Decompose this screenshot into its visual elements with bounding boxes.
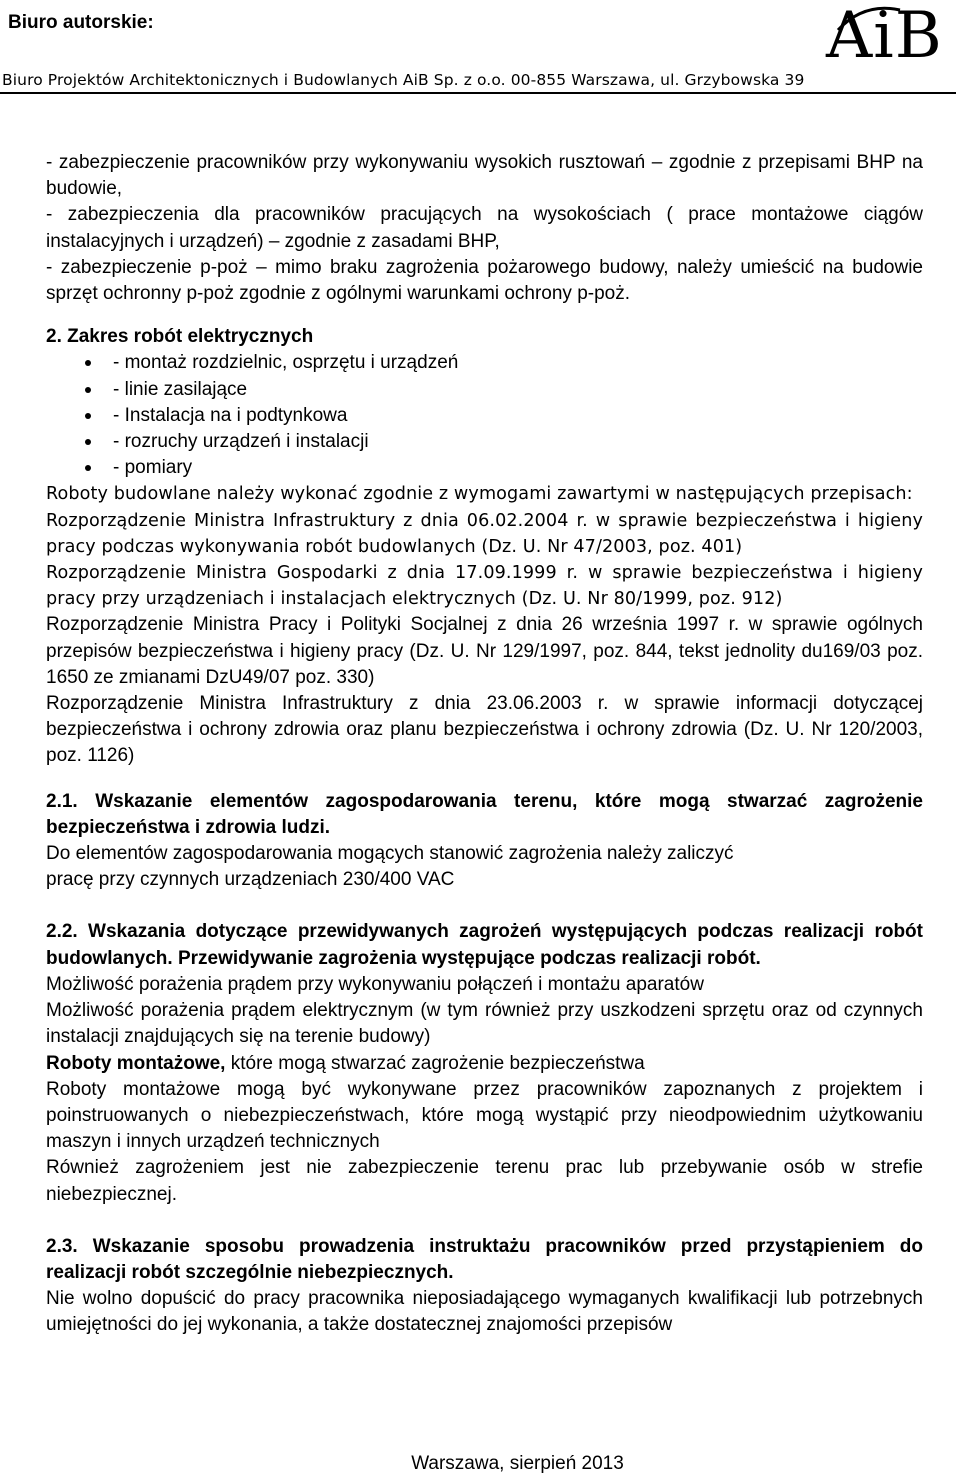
section-2-2-text-rest: które mogą stwarzać zagrożenie bezpieczeństwa [225, 1052, 645, 1074]
section-2-1-text: pracę przy czynnych urządzeniach 230/400 VAC [46, 869, 455, 891]
bullet-icon [85, 360, 91, 366]
section-2-1-heading: 2.1. Wskazanie elementów zagospodarowania terenu, które mogą stwarzać zagrożenie bezpieczeństwa i zdrowia ludzi. [46, 790, 923, 838]
section-2-heading: 2. Zakres robót elektrycznych [46, 326, 314, 348]
list-item-text: - rozruchy urządzeń i instalacji [113, 431, 369, 453]
bullet-icon [85, 413, 91, 419]
section-2-2-text [46, 1051, 923, 1077]
bullet-icon [85, 465, 91, 471]
section-2-3-heading: 2.3. Wskazanie sposobu prowadzenia instruktażu pracowników przed przystąpieniem do realizacji robót szczególnie niebezpiecznych. [46, 1235, 923, 1283]
bullet-icon [85, 387, 91, 393]
list-item [46, 403, 923, 429]
regulation-item: Rozporządzenie Ministra Gospodarki z dnia 17.09.1999 r. w sprawie bezpieczeństwa i higieny pracy przy urządzeniach i instalacjach elektrycznych (Dz. U. Nr 80/1999, poz. 912) [46, 563, 923, 610]
header-title: Biuro autorskie: [8, 12, 154, 33]
document-body [46, 150, 923, 1339]
page-footer: Warszawa, sierpień 2013 [411, 1453, 624, 1474]
list-item-text: - montaż rozdzielnic, osprzętu i urządzeń [113, 352, 459, 374]
list-item [46, 377, 923, 403]
header-divider [0, 92, 956, 94]
list-item-text: - linie zasilające [113, 378, 248, 400]
regulations-intro: Roboty budowlane należy wykonać zgodnie z wymogami zawartymi w następujących przepisach: [46, 484, 913, 505]
list-item [46, 455, 923, 481]
intro-item: - zabezpieczenie p-poż – mimo braku zagrożenia pożarowego budowy, należy umieścić na budowie sprzęt ochronny p-poż zgodnie z ogólnymi warunkami ochrony p-poż. [46, 256, 923, 305]
header-address: Biuro Projektów Architektonicznych i Budowlanych AiB Sp. z o.o. 00-855 Warszawa, ul. Grzybowska 39 [2, 71, 805, 89]
section-2-1-text: Do elementów zagospodarowania mogących stanowić zagrożenia należy zaliczyć [46, 843, 734, 865]
section-2-2-heading: 2.2. Wskazania dotyczące przewidywanych zagrożeń występujących podczas realizacji robót budowlanych. Przewidywanie zagrożenia występujące podczas realizacji robót. [46, 921, 923, 969]
regulation-item: Rozporządzenie Ministra Infrastruktury z dnia 06.02.2004 r. w sprawie bezpieczeństwa i higieny pracy podczas wykonywania robót budowlanych (Dz. U. Nr 47/2003, poz. 401) [46, 510, 923, 557]
regulation-item: Rozporządzenie Ministra Pracy i Polityki Socjalnej z dnia 26 września 1997 r. w sprawie ogólnych przepisów bezpieczeństwa i higieny pracy (Dz. U. Nr 129/1997, poz. 844, tekst jednolity du169/03 poz. 1650 ze zmianami DzU49/07 poz. 330) [46, 614, 923, 688]
regulation-item: Rozporządzenie Ministra Infrastruktury z dnia 23.06.2003 r. w sprawie informacji dotyczącej bezpieczeństwa i ochrony zdrowia oraz planu bezpieczeństwa i ochrony zdrowia (Dz. U. Nr 120/2003, poz. 1126) [46, 693, 923, 767]
scope-list [46, 350, 923, 481]
list-item-text: - pomiary [113, 457, 193, 479]
emphasis-text: Roboty montażowe, [46, 1052, 226, 1074]
section-2-2-text: Roboty montażowe mogą być wykonywane przez pracowników zapoznanych z projektem i poinstruowanych o niebezpieczeństwach, które mogą wystąpić przy nieodpowiednim użytkowaniu maszyn i innych urządzeń technicznych [46, 1078, 923, 1153]
section-2-3-text: Nie wolno dopuścić do pracy pracownika nieposiadającego wymaganych kwalifikacji lub potrzebnych umiejętności do jej wykonania, a także dostatecznej znajomości przepisów [46, 1288, 923, 1336]
company-logo [826, 0, 956, 73]
section-2-2-text: Możliwość porażenia prądem elektrycznym (w tym również przy uszkodzeni sprzętu oraz od czynnych instalacji znajdujących się na terenie budowy) [46, 1000, 923, 1048]
bullet-icon [85, 439, 91, 445]
list-item [46, 350, 923, 376]
intro-item: - zabezpieczenie pracowników przy wykonywaniu wysokich rusztowań – zgodnie z przepisami BHP na budowie, [46, 152, 923, 200]
section-2-2-text: Możliwość porażenia prądem przy wykonywaniu połączeń i montażu aparatów [46, 973, 704, 995]
logo-text: AiB [826, 0, 943, 73]
section-2-2-text: Również zagrożeniem jest nie zabezpieczenie terenu prac lub przebywanie osób w strefie niebezpiecznej. [46, 1157, 923, 1205]
intro-item: - zabezpieczenia dla pracowników pracujących na wysokościach ( prace montażowe ciągów instalacyjnych i urządzeń) – zgodnie z zasadami BHP, [46, 204, 923, 252]
list-item-text: - Instalacja na i podtynkowa [113, 404, 348, 426]
list-item [46, 429, 923, 455]
